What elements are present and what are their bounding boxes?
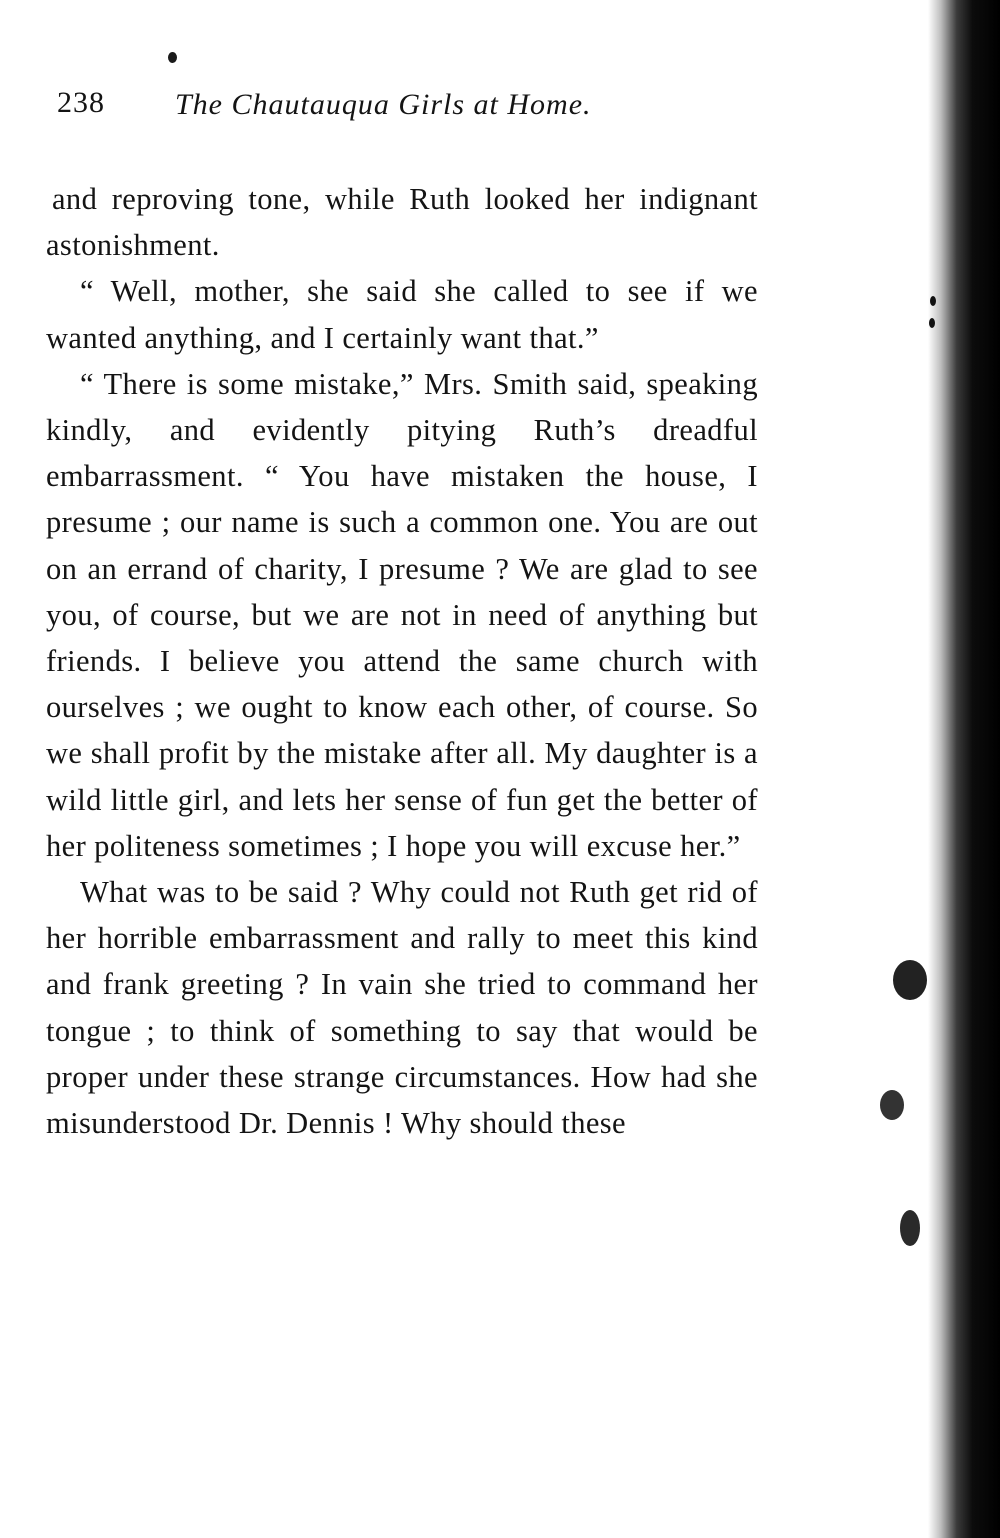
- gutter-speck: [893, 960, 927, 1000]
- gutter-speck: [900, 1210, 920, 1246]
- page-header: [57, 86, 757, 136]
- gutter-speck: [930, 296, 936, 306]
- gutter-speck: [929, 318, 935, 328]
- ink-speck: [168, 52, 177, 63]
- page-number: 238: [57, 86, 105, 119]
- body-text: [46, 176, 758, 1146]
- binding-gutter: [928, 0, 1000, 1538]
- paragraph: “ There is some mistake,” Mrs. Smith said, speaking kindly, and evidently pitying Ruth’s dreadful embarrassment. “ You have mistaken the house, I presume ; our name is such a common one. You are out on an errand of charity, I presume ? We are glad to see you, of course, but we are not in need of anything but friends. I believe you attend the same church with ourselves ; we ought to know each other, of course. So we shall profit by the mistake after all. My daughter is a wild little girl, and lets her sense of fun get the better of her politeness sometimes ; I hope you will excuse her.”: [46, 366, 758, 863]
- paragraph: What was to be said ? Why could not Ruth get rid of her horrible embarrassment and rally to meet this kind and frank greeting ? In vain she tried to command her tongue ; to think of something to say that would be proper under these strange circumstances. How had she misunderstood Dr. Dennis ! Why should these: [46, 875, 758, 1141]
- paragraph: “ Well, mother, she said she called to see if we wanted anything, and I certainly want that.”: [46, 274, 758, 355]
- gutter-speck: [880, 1090, 904, 1120]
- paragraph: and reproving tone, while Ruth looked her indignant astonishment.: [46, 182, 758, 263]
- running-title: The Chautauqua Girls at Home.: [175, 88, 592, 121]
